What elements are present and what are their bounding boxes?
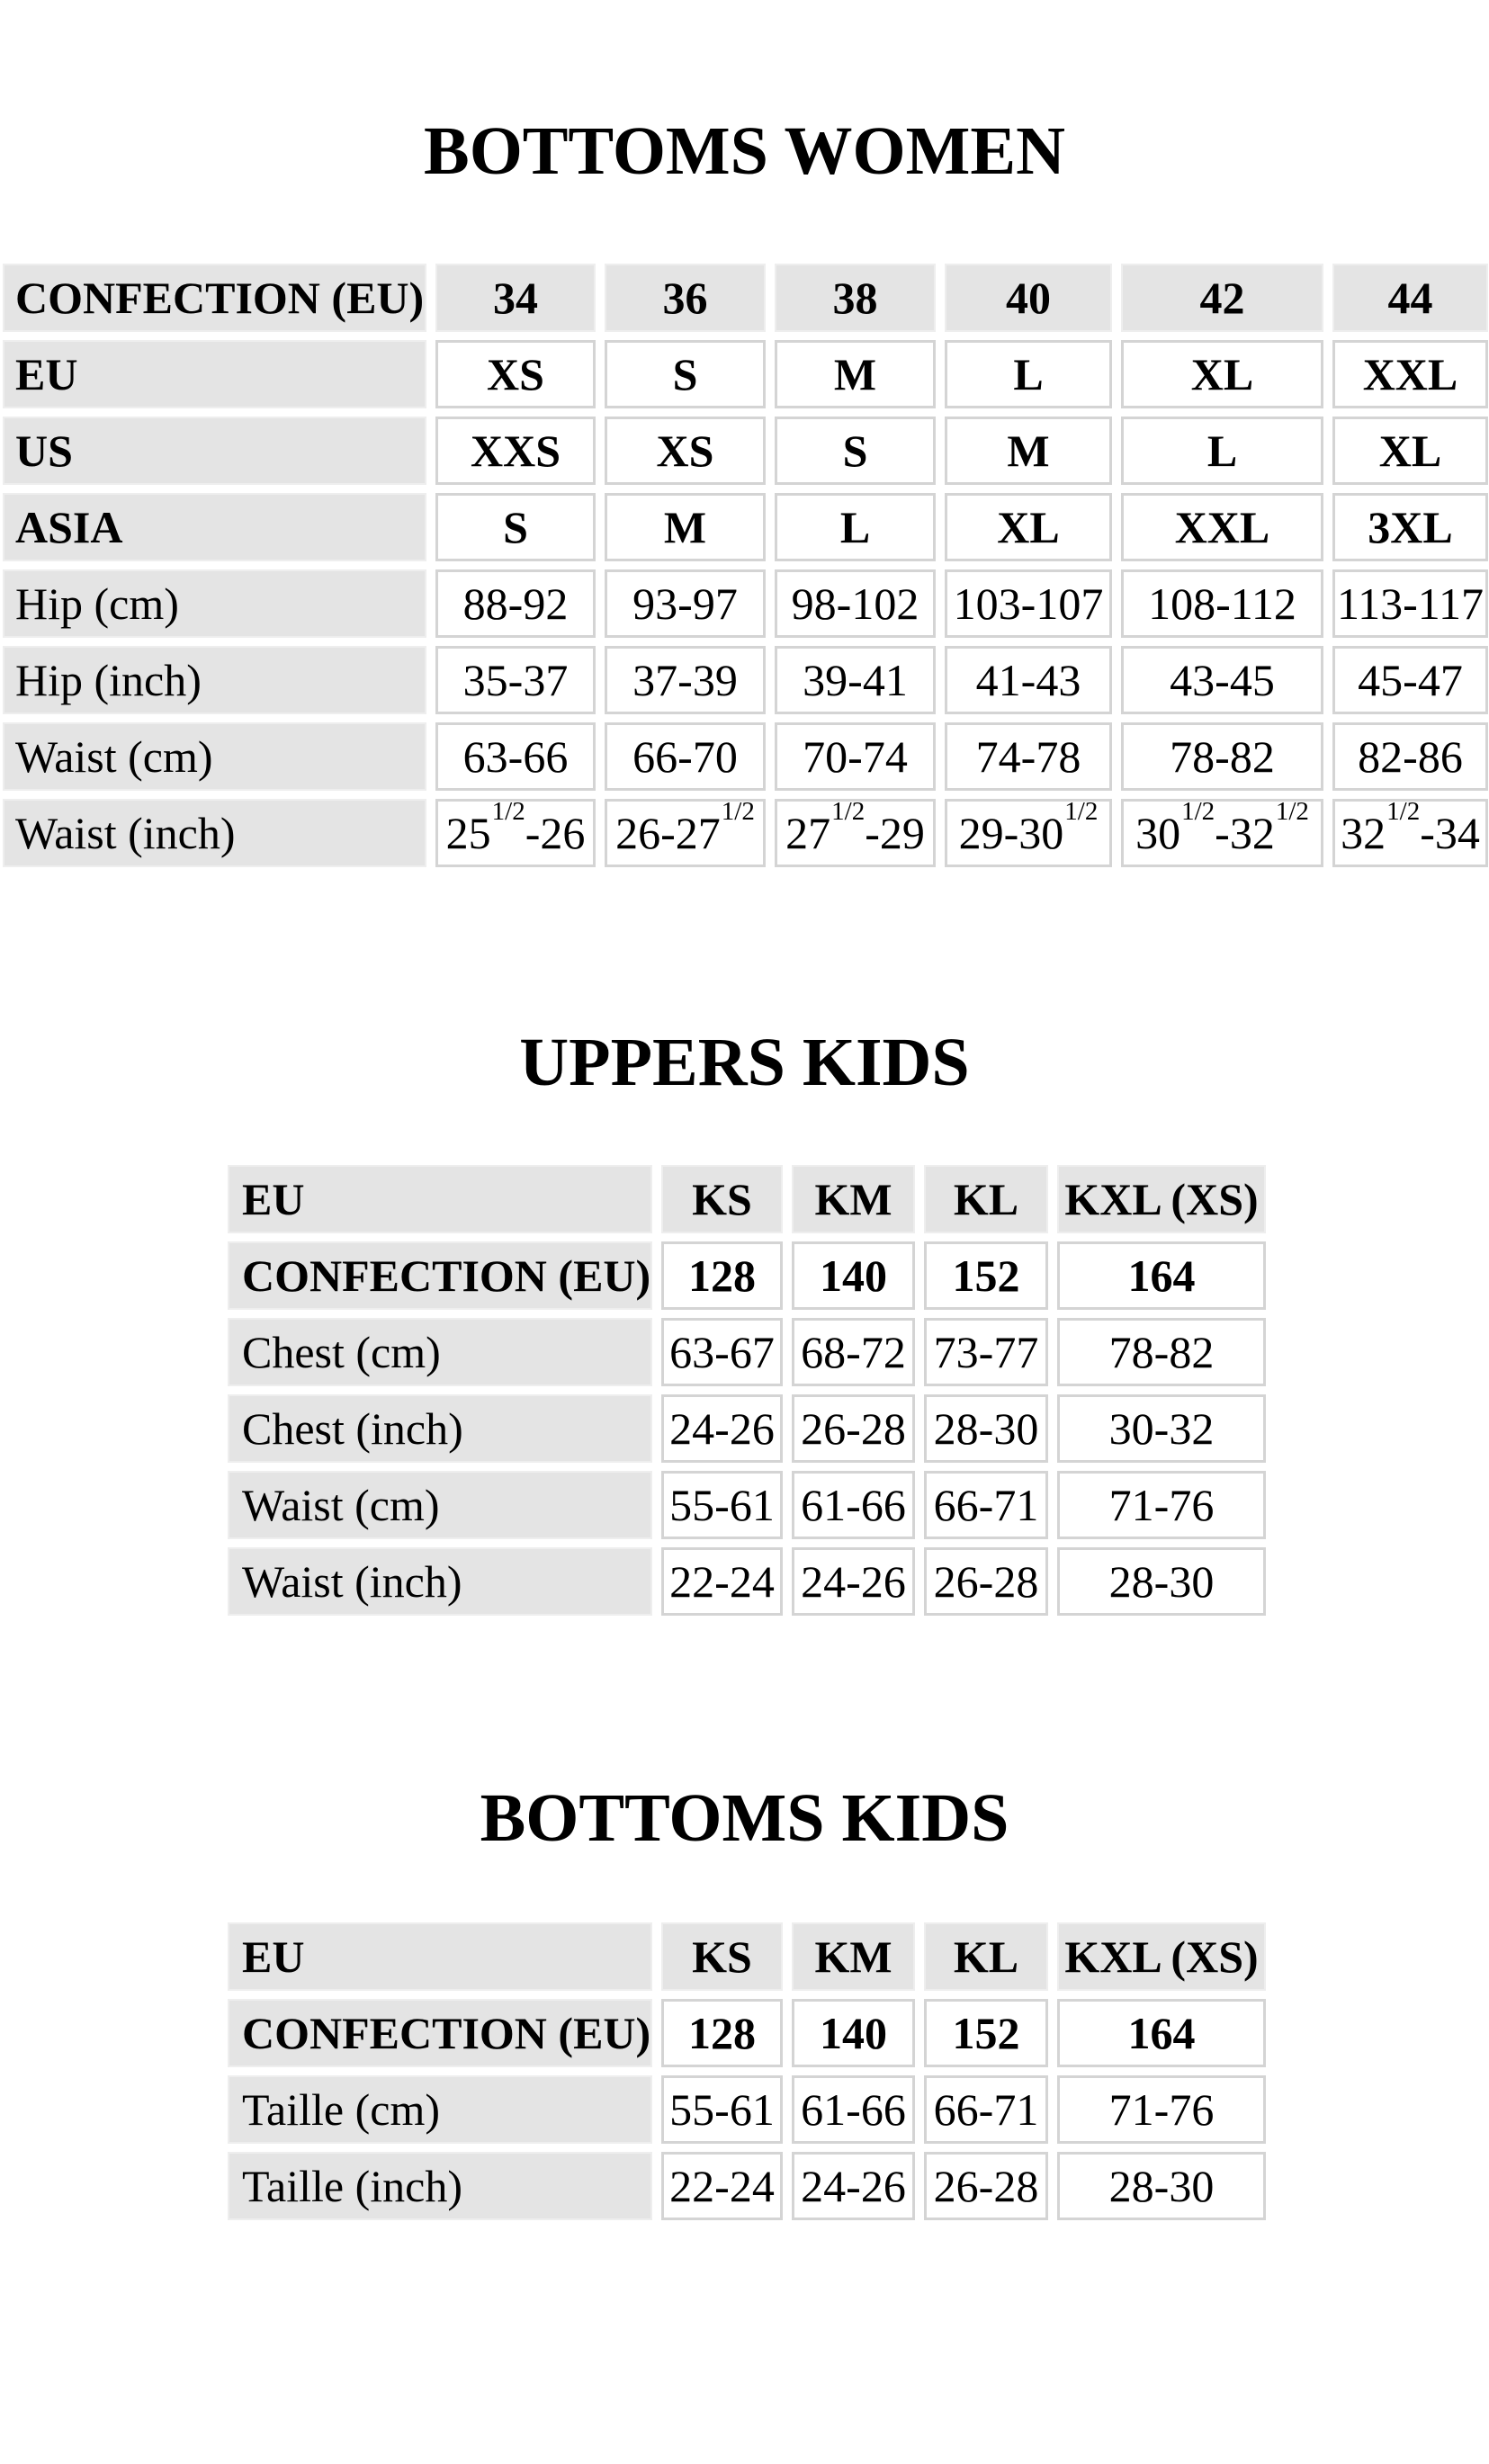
size-value-cell <box>945 340 1112 408</box>
cell-text: 82-86 <box>1358 731 1463 782</box>
cell-text: 36 <box>662 273 708 323</box>
size-value-cell <box>1121 340 1323 408</box>
cell-text: 66-70 <box>632 731 738 782</box>
cell-text: 63-67 <box>669 1327 775 1377</box>
cell-text: Hip (cm) <box>15 578 179 629</box>
size-value-cell <box>1057 1241 1266 1310</box>
size-value-cell <box>1121 722 1323 791</box>
cell-text: Hip (inch) <box>15 655 202 705</box>
size-value-cell <box>435 796 596 867</box>
size-value-cell <box>945 796 1112 867</box>
cell-text: 140 <box>820 1250 887 1301</box>
cell-text: 140 <box>820 2008 887 2058</box>
cell-text: 55-61 <box>669 1480 775 1530</box>
size-value-cell <box>1332 493 1488 561</box>
size-value-cell <box>945 493 1112 561</box>
cell-text: KS <box>692 1931 752 1982</box>
cell-text: 98-102 <box>791 578 919 629</box>
row-label-cell <box>3 799 426 867</box>
cell-text: 68-72 <box>801 1327 906 1377</box>
row-label-cell <box>3 264 426 332</box>
cell-text: 34 <box>493 273 538 323</box>
size-value-cell <box>661 1999 783 2067</box>
cell-text: 26-28 <box>933 1556 1039 1607</box>
size-value-cell <box>792 1241 915 1310</box>
size-value-cell <box>775 569 936 638</box>
cell-text: KM <box>814 1931 893 1982</box>
size-value-cell <box>945 417 1112 485</box>
cell-text: 78-82 <box>1170 731 1275 782</box>
column-header-cell <box>945 264 1112 332</box>
cell-text: 103-107 <box>953 578 1104 629</box>
size-value-cell <box>1121 646 1323 714</box>
size-value-cell <box>1332 796 1488 867</box>
cell-text: 164 <box>1127 1250 1196 1301</box>
cell-text: 152 <box>952 1250 1020 1301</box>
cell-text: XL <box>997 502 1060 552</box>
cell-text: M <box>663 502 707 552</box>
size-value-cell <box>775 796 936 867</box>
size-value-cell <box>605 340 766 408</box>
cell-text: Waist (inch) <box>242 1556 462 1607</box>
cell-text: XL <box>1190 349 1254 399</box>
row-label-cell <box>3 646 426 714</box>
size-value-cell <box>775 722 936 791</box>
size-value-cell <box>435 340 596 408</box>
row-label-cell <box>228 1318 652 1386</box>
cell-text: 73-77 <box>933 1327 1039 1377</box>
size-value-cell <box>924 1471 1048 1539</box>
cell-text: Chest (cm) <box>242 1327 441 1377</box>
column-header-cell <box>435 264 596 332</box>
cell-text: 93-97 <box>632 578 738 629</box>
size-value-cell <box>605 722 766 791</box>
size-table-uppers-kids <box>228 1165 1489 1616</box>
cell-text: Waist (cm) <box>15 731 213 782</box>
row-label-cell <box>3 569 426 638</box>
size-value-cell <box>792 1999 915 2067</box>
size-value-cell <box>1121 417 1323 485</box>
fraction-superscript: 1/2 <box>491 796 525 826</box>
cell-text: 24-26 <box>801 1556 906 1607</box>
column-header-cell <box>792 1922 915 1991</box>
cell-text: 74-78 <box>975 731 1081 782</box>
size-value-cell <box>1121 493 1323 561</box>
cell-text: ASIA <box>15 502 123 552</box>
size-value-cell <box>661 2075 783 2144</box>
cell-text: KL <box>953 1174 1019 1224</box>
size-value-cell <box>1057 1394 1266 1463</box>
size-value-cell <box>605 569 766 638</box>
size-value-cell <box>924 2152 1048 2220</box>
size-value-cell <box>775 340 936 408</box>
cell-text: 88-92 <box>462 578 569 629</box>
size-value-cell <box>1057 1999 1266 2067</box>
size-value-cell <box>1332 417 1488 485</box>
cell-text: 128 <box>688 2008 756 2058</box>
cell-text: L <box>1013 349 1044 399</box>
page-title-uppers-kids: UPPERS KIDS <box>519 1025 970 1100</box>
cell-text: 24-26 <box>801 2161 906 2211</box>
size-value-cell <box>775 417 936 485</box>
cell-text: 30-32 <box>1108 1403 1215 1454</box>
cell-text: 26-28 <box>933 2161 1039 2211</box>
row-label-cell <box>228 1547 652 1616</box>
size-table-bottoms-women <box>3 264 1489 867</box>
column-header-cell <box>661 1165 783 1233</box>
column-header-cell <box>661 1922 783 1991</box>
size-value-cell <box>945 646 1112 714</box>
size-value-cell <box>1332 722 1488 791</box>
size-value-cell <box>661 2152 783 2220</box>
row-label-cell <box>228 2075 652 2144</box>
cell-text: 22-24 <box>669 2161 775 2211</box>
size-value-cell <box>1057 1318 1266 1386</box>
cell-text: 28-30 <box>1108 1556 1215 1607</box>
cell-text: 66-71 <box>933 2084 1039 2135</box>
size-value-cell <box>661 1318 783 1386</box>
cell-text: 28-30 <box>1108 2161 1215 2211</box>
cell-text: 38 <box>832 273 878 323</box>
column-header-cell <box>924 1165 1048 1233</box>
cell-text: $30^{1/2}-32^{1/2}$ <box>1135 796 1309 858</box>
cell-text: $32^{1/2}-34$ <box>1341 796 1480 858</box>
fraction-superscript: 1/2 <box>831 796 866 826</box>
size-value-cell <box>945 569 1112 638</box>
column-header-cell <box>1057 1922 1266 1991</box>
size-value-cell <box>924 1241 1048 1310</box>
cell-text: M <box>833 349 877 399</box>
cell-text: 78-82 <box>1108 1327 1215 1377</box>
size-value-cell <box>661 1241 783 1310</box>
cell-text: 44 <box>1387 273 1433 323</box>
cell-text: EU <box>242 1174 305 1224</box>
cell-text: 28-30 <box>933 1403 1039 1454</box>
row-label-cell <box>228 1165 652 1233</box>
size-value-cell <box>1332 340 1488 408</box>
cell-text: 45-47 <box>1358 655 1463 705</box>
row-label-cell <box>228 1241 652 1310</box>
cell-text: 26-28 <box>801 1403 906 1454</box>
size-value-cell <box>792 1471 915 1539</box>
row-label-cell <box>3 722 426 791</box>
row-label-cell <box>3 340 426 408</box>
cell-text: 70-74 <box>803 731 908 782</box>
size-value-cell <box>605 417 766 485</box>
size-value-cell <box>435 417 596 485</box>
cell-text: Taille (inch) <box>242 2161 462 2211</box>
cell-text: 3XL <box>1368 502 1453 552</box>
size-value-cell <box>605 493 766 561</box>
row-label-cell <box>228 2152 652 2220</box>
cell-text: 40 <box>1006 273 1051 323</box>
size-value-cell <box>924 1318 1048 1386</box>
row-label-cell <box>228 1999 652 2067</box>
size-value-cell <box>661 1547 783 1616</box>
fraction-superscript: 1/2 <box>1064 796 1099 826</box>
cell-text: KS <box>692 1174 752 1224</box>
cell-text: L <box>1206 426 1238 476</box>
cell-text: 42 <box>1199 273 1245 323</box>
size-value-cell <box>792 2075 915 2144</box>
size-value-cell <box>792 1394 915 1463</box>
fraction-superscript: 1/2 <box>1386 796 1421 826</box>
cell-text: KXL (XS) <box>1064 1174 1259 1224</box>
size-value-cell <box>924 1547 1048 1616</box>
cell-text: CONFECTION (EU) <box>15 273 425 323</box>
cell-text: $29-30^{1/2}$ <box>958 796 1099 858</box>
row-label-cell <box>228 1471 652 1539</box>
size-value-cell <box>1332 569 1488 638</box>
cell-text: 108-112 <box>1148 578 1296 629</box>
cell-text: S <box>503 502 528 552</box>
size-value-cell <box>435 646 596 714</box>
cell-text: $26-27^{1/2}$ <box>615 796 755 858</box>
cell-text: 66-71 <box>933 1480 1039 1530</box>
cell-text: 113-117 <box>1337 578 1484 629</box>
fraction-superscript: 1/2 <box>721 796 755 826</box>
cell-text: XL <box>1378 426 1442 476</box>
cell-text: Chest (inch) <box>242 1403 463 1454</box>
cell-text: 35-37 <box>462 655 569 705</box>
cell-text: 41-43 <box>975 655 1081 705</box>
cell-text: 61-66 <box>801 2084 906 2135</box>
cell-text: 164 <box>1127 2008 1196 2058</box>
cell-text: EU <box>15 349 78 399</box>
size-value-cell <box>605 796 766 867</box>
column-header-cell <box>1332 264 1488 332</box>
size-value-cell <box>1057 1547 1266 1616</box>
cell-text: XS <box>656 426 714 476</box>
cell-text: S <box>842 426 868 476</box>
size-value-cell <box>775 493 936 561</box>
size-value-cell <box>435 722 596 791</box>
size-value-cell <box>775 646 936 714</box>
size-value-cell <box>1057 1471 1266 1539</box>
cell-text: Waist (cm) <box>242 1480 440 1530</box>
cell-text: 128 <box>688 1250 756 1301</box>
size-value-cell <box>1057 2075 1266 2144</box>
column-header-cell <box>1121 264 1323 332</box>
cell-text: XS <box>487 349 544 399</box>
cell-text: Taille (cm) <box>242 2084 440 2135</box>
column-header-cell <box>605 264 766 332</box>
cell-text: $25^{1/2}-26$ <box>445 796 586 858</box>
page-title-bottoms-women: BOTTOMS WOMEN <box>424 113 1065 189</box>
cell-text: KXL (XS) <box>1064 1931 1259 1982</box>
row-label-cell <box>3 493 426 561</box>
cell-text: XXS <box>470 426 561 476</box>
cell-text: 24-26 <box>669 1403 775 1454</box>
cell-text: 61-66 <box>801 1480 906 1530</box>
row-label-cell <box>228 1922 652 1991</box>
cell-text: US <box>15 426 73 476</box>
row-label-cell <box>228 1394 652 1463</box>
column-header-cell <box>792 1165 915 1233</box>
cell-text: 37-39 <box>632 655 738 705</box>
size-value-cell <box>661 1471 783 1539</box>
cell-text: 55-61 <box>669 2084 775 2135</box>
cell-text: XXL <box>1174 502 1270 552</box>
row-label-cell <box>3 417 426 485</box>
size-value-cell <box>661 1394 783 1463</box>
size-value-cell <box>924 2075 1048 2144</box>
size-value-cell <box>1057 2152 1266 2220</box>
cell-text: 22-24 <box>669 1556 775 1607</box>
cell-text: CONFECTION (EU) <box>242 1250 651 1301</box>
size-value-cell <box>792 1547 915 1616</box>
size-value-cell <box>435 569 596 638</box>
cell-text: S <box>672 349 698 399</box>
cell-text: XXL <box>1362 349 1458 399</box>
size-value-cell <box>792 1318 915 1386</box>
page-title-bottoms-kids: BOTTOMS KIDS <box>480 1780 1009 1856</box>
cell-text: 71-76 <box>1108 2084 1215 2135</box>
fraction-superscript: 1/2 <box>1275 796 1309 826</box>
size-value-cell <box>1121 569 1323 638</box>
size-value-cell <box>605 646 766 714</box>
size-value-cell <box>924 1394 1048 1463</box>
cell-text: EU <box>242 1931 305 1982</box>
size-value-cell <box>1121 796 1323 867</box>
cell-text: $27^{1/2}-29$ <box>785 796 925 858</box>
cell-text: KM <box>814 1174 893 1224</box>
fraction-superscript: 1/2 <box>1181 796 1215 826</box>
column-header-cell <box>924 1922 1048 1991</box>
cell-text: 63-66 <box>462 731 569 782</box>
size-value-cell <box>435 493 596 561</box>
column-header-cell <box>1057 1165 1266 1233</box>
size-value-cell <box>924 1999 1048 2067</box>
cell-text: CONFECTION (EU) <box>242 2008 651 2058</box>
cell-text: 71-76 <box>1108 1480 1215 1530</box>
size-table-bottoms-kids <box>228 1922 1489 2220</box>
cell-text: KL <box>953 1931 1019 1982</box>
cell-text: 152 <box>952 2008 1020 2058</box>
cell-text: Waist (inch) <box>15 808 236 858</box>
size-value-cell <box>945 722 1112 791</box>
size-value-cell <box>792 2152 915 2220</box>
cell-text: L <box>839 502 871 552</box>
size-value-cell <box>1332 646 1488 714</box>
column-header-cell <box>775 264 936 332</box>
cell-text: M <box>1007 426 1050 476</box>
cell-text: 39-41 <box>803 655 908 705</box>
cell-text: 43-45 <box>1170 655 1275 705</box>
